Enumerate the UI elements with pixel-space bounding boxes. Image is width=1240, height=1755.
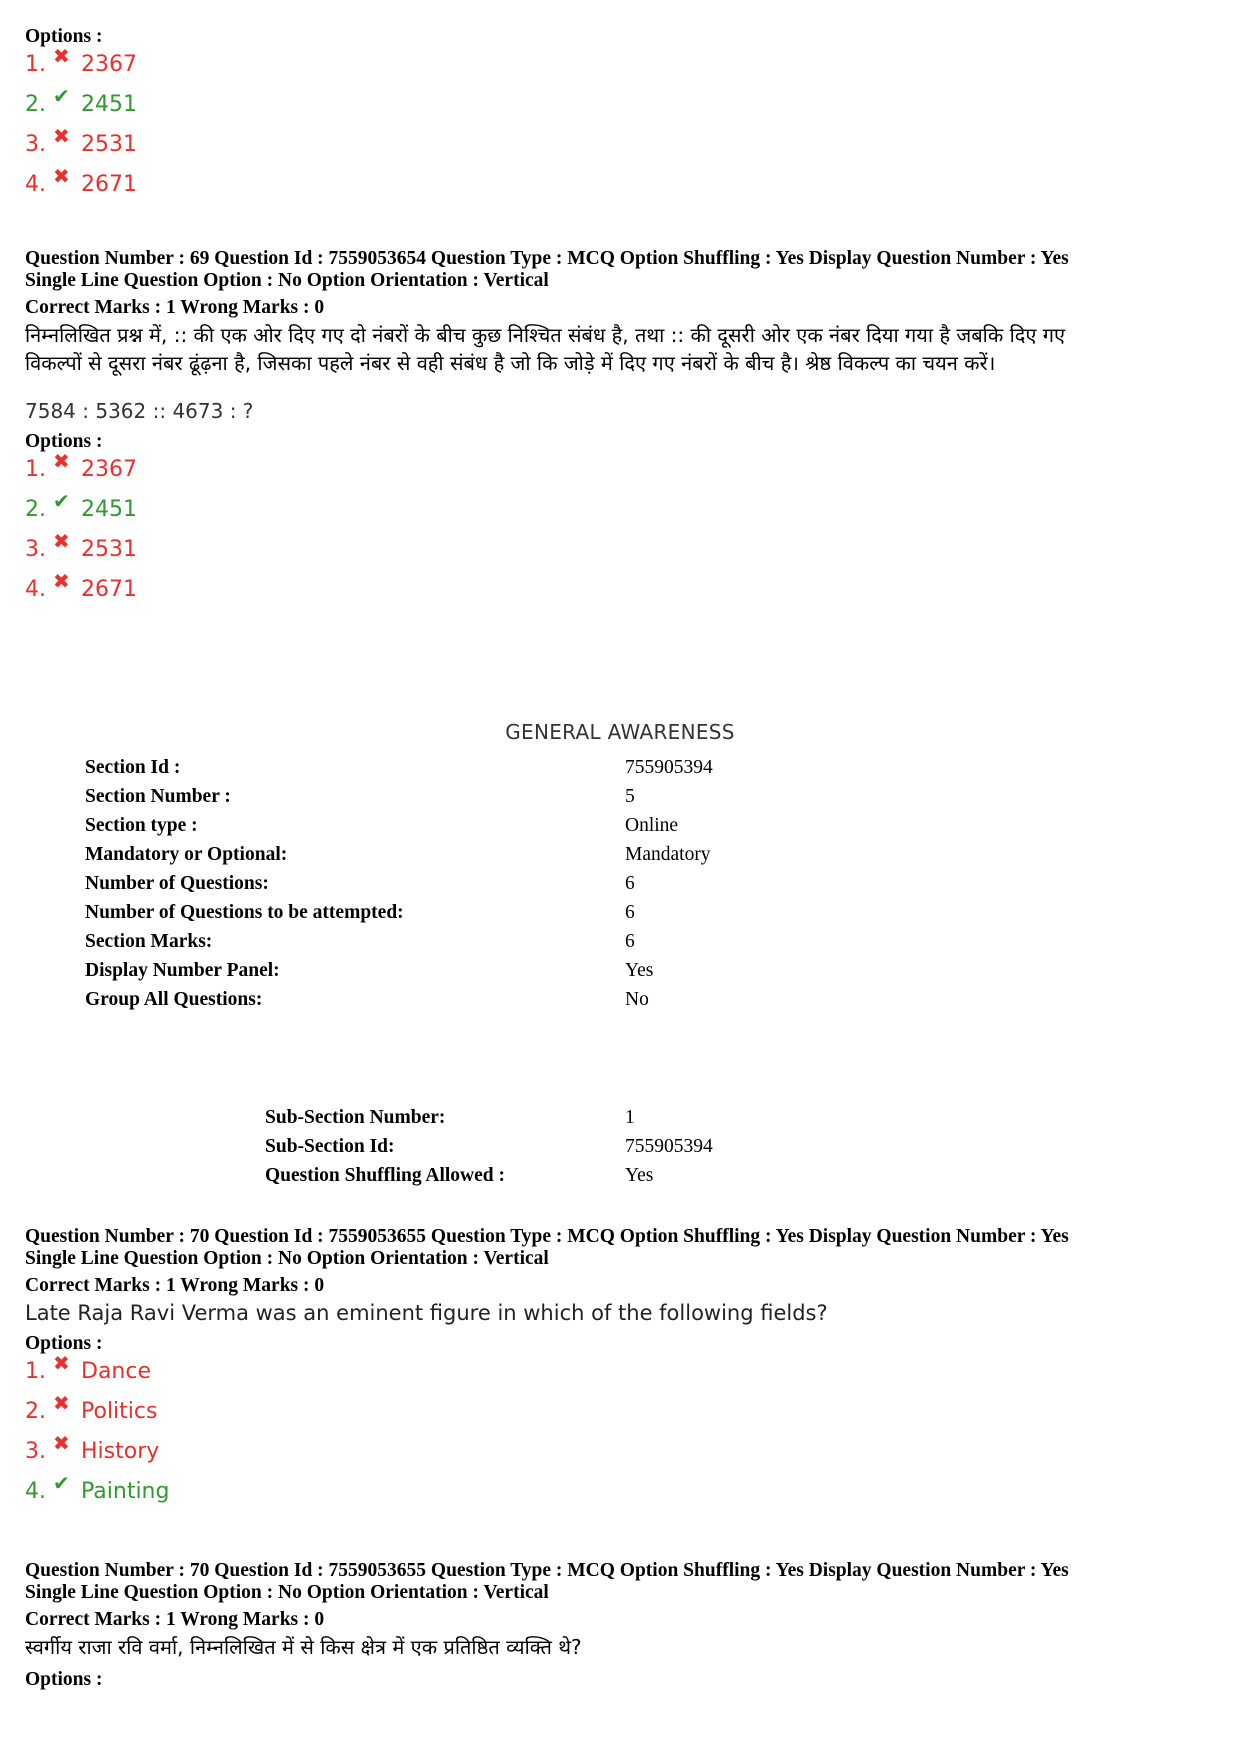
question-marks: Correct Marks : 1 Wrong Marks : 0	[25, 297, 325, 318]
section-row	[85, 931, 1085, 960]
option-number: 4.	[25, 1479, 46, 1504]
cross-icon: ✖	[53, 529, 70, 553]
section-title: GENERAL AWARENESS	[505, 720, 735, 744]
section-value: Online	[625, 815, 679, 836]
option-number: 3.	[25, 537, 46, 562]
section-row	[85, 844, 1085, 873]
cross-icon: ✖	[53, 44, 70, 68]
question-marks: Correct Marks : 1 Wrong Marks : 0	[25, 1609, 325, 1630]
option-text: 2531	[81, 537, 137, 562]
section-value: 755905394	[625, 757, 713, 778]
subsection-key: Sub-Section Number:	[265, 1107, 446, 1128]
cross-icon: ✖	[53, 1351, 70, 1375]
option-text: 2451	[81, 497, 137, 522]
subsection-row	[265, 1136, 965, 1165]
option-number: 3.	[25, 132, 46, 157]
option-4	[25, 569, 1215, 615]
option-3	[25, 529, 1215, 575]
subsection-value: Yes	[625, 1165, 654, 1186]
section-row	[85, 757, 1085, 786]
subsection-row	[265, 1107, 965, 1136]
options-list	[25, 449, 1215, 615]
subsection-value: 755905394	[625, 1136, 713, 1157]
section-key: Display Number Panel:	[85, 960, 280, 981]
section-value: 5	[625, 786, 635, 807]
question-70-hindi	[25, 1560, 1215, 1691]
section-key: Section Number :	[85, 786, 231, 807]
check-icon: ✔	[53, 84, 70, 108]
option-number: 2.	[25, 497, 46, 522]
question-text-line-1: निम्नलिखित प्रश्न में, :: की एक ओर दिए गए दो नंबरों के बीच कुछ निश्चित संबंध है, तथा :: की दूसरी ओर एक नंबर दिया गया है जबकि दिए गए	[25, 323, 1066, 347]
question-marks: Correct Marks : 1 Wrong Marks : 0	[25, 1275, 325, 1296]
option-text: 2451	[81, 92, 137, 117]
option-1	[25, 44, 1215, 90]
subsection-key: Sub-Section Id:	[265, 1136, 395, 1157]
option-number: 3.	[25, 1439, 46, 1464]
option-text: 2367	[81, 457, 137, 482]
option-1	[25, 449, 1215, 495]
option-number: 1.	[25, 52, 46, 77]
section-value: 6	[625, 902, 635, 923]
section-key: Mandatory or Optional:	[85, 844, 288, 865]
option-4	[25, 1471, 1215, 1517]
option-text: History	[81, 1439, 160, 1464]
option-3	[25, 1431, 1215, 1477]
section-row	[85, 815, 1085, 844]
section-key: Number of Questions to be attempted:	[85, 902, 404, 923]
options-label: Options :	[25, 26, 103, 47]
option-2	[25, 84, 1215, 130]
question-meta: Question Number : 70 Question Id : 7559053655 Question Type : MCQ Option Shuffling : Yes Display Question Number : Yes	[25, 1560, 1069, 1581]
section-key: Group All Questions:	[85, 989, 263, 1010]
options-label: Options :	[25, 1669, 103, 1690]
option-1	[25, 1351, 1215, 1397]
question-text-line-2: विकल्पों से दूसरा नंबर ढूंढ़ना है, जिसका पहले नंबर से वही संबंध है जो कि जोड़े में दिए गए नंबरों के बीच है। श्रेष्ठ विकल्प का चयन करें।	[25, 351, 996, 375]
question-meta: Question Number : 69 Question Id : 7559053654 Question Type : MCQ Option Shuffling : Yes Display Question Number : Yes	[25, 248, 1069, 269]
section-value: No	[625, 989, 649, 1010]
question-meta-2: Single Line Question Option : No Option Orientation : Vertical	[25, 1582, 549, 1603]
options-list	[25, 44, 1215, 210]
section-row	[85, 873, 1085, 902]
section-value: Mandatory	[625, 844, 711, 865]
option-number: 4.	[25, 172, 46, 197]
option-number: 2.	[25, 92, 46, 117]
option-text: Painting	[81, 1479, 170, 1504]
cross-icon: ✖	[53, 124, 70, 148]
check-icon: ✔	[53, 1471, 70, 1495]
subsection-row	[265, 1165, 965, 1194]
section-key: Section Marks:	[85, 931, 213, 952]
question-meta-2: Single Line Question Option : No Option Orientation : Vertical	[25, 270, 549, 291]
question-70-english	[25, 1226, 1215, 1517]
cross-icon: ✖	[53, 449, 70, 473]
section-row	[85, 786, 1085, 815]
cross-icon: ✖	[53, 1391, 70, 1415]
section-value: 6	[625, 931, 635, 952]
option-text: Dance	[81, 1359, 151, 1384]
section-value: Yes	[625, 960, 654, 981]
subsection-value: 1	[625, 1107, 635, 1128]
option-number: 1.	[25, 1359, 46, 1384]
cross-icon: ✖	[53, 1431, 70, 1455]
section-details	[85, 757, 1085, 1018]
option-number: 1.	[25, 457, 46, 482]
section-row	[85, 989, 1085, 1018]
option-text: 2531	[81, 132, 137, 157]
option-text: 2367	[81, 52, 137, 77]
subsection-key: Question Shuffling Allowed :	[265, 1165, 506, 1186]
section-value: 6	[625, 873, 635, 894]
section-key: Section Id :	[85, 757, 181, 778]
section-key: Section type :	[85, 815, 198, 836]
check-icon: ✔	[53, 489, 70, 513]
option-2	[25, 1391, 1215, 1437]
question-expression: 7584 : 5362 :: 4673 : ?	[25, 399, 254, 423]
option-2	[25, 489, 1215, 535]
section-row	[85, 960, 1085, 989]
section-row	[85, 902, 1085, 931]
subsection-details	[265, 1107, 965, 1194]
options-label: Options :	[25, 1333, 103, 1354]
section-key: Number of Questions:	[85, 873, 269, 894]
question-meta: Question Number : 70 Question Id : 7559053655 Question Type : MCQ Option Shuffling : Yes Display Question Number : Yes	[25, 1226, 1069, 1247]
option-4	[25, 164, 1215, 210]
option-number: 2.	[25, 1399, 46, 1424]
cross-icon: ✖	[53, 569, 70, 593]
question-meta-2: Single Line Question Option : No Option Orientation : Vertical	[25, 1248, 549, 1269]
cross-icon: ✖	[53, 164, 70, 188]
option-text: Politics	[81, 1399, 158, 1424]
question-text: Late Raja Ravi Verma was an eminent figure in which of the following fields?	[25, 1301, 828, 1325]
options-label: Options :	[25, 431, 103, 452]
option-3	[25, 124, 1215, 170]
option-number: 4.	[25, 577, 46, 602]
question-text: स्वर्गीय राजा रवि वर्मा, निम्नलिखित में से किस क्षेत्र में एक प्रतिष्ठित व्यक्ति थे?	[25, 1635, 582, 1659]
options-list	[25, 1351, 1215, 1517]
option-text: 2671	[81, 577, 137, 602]
question-69	[25, 248, 1215, 615]
option-text: 2671	[81, 172, 137, 197]
